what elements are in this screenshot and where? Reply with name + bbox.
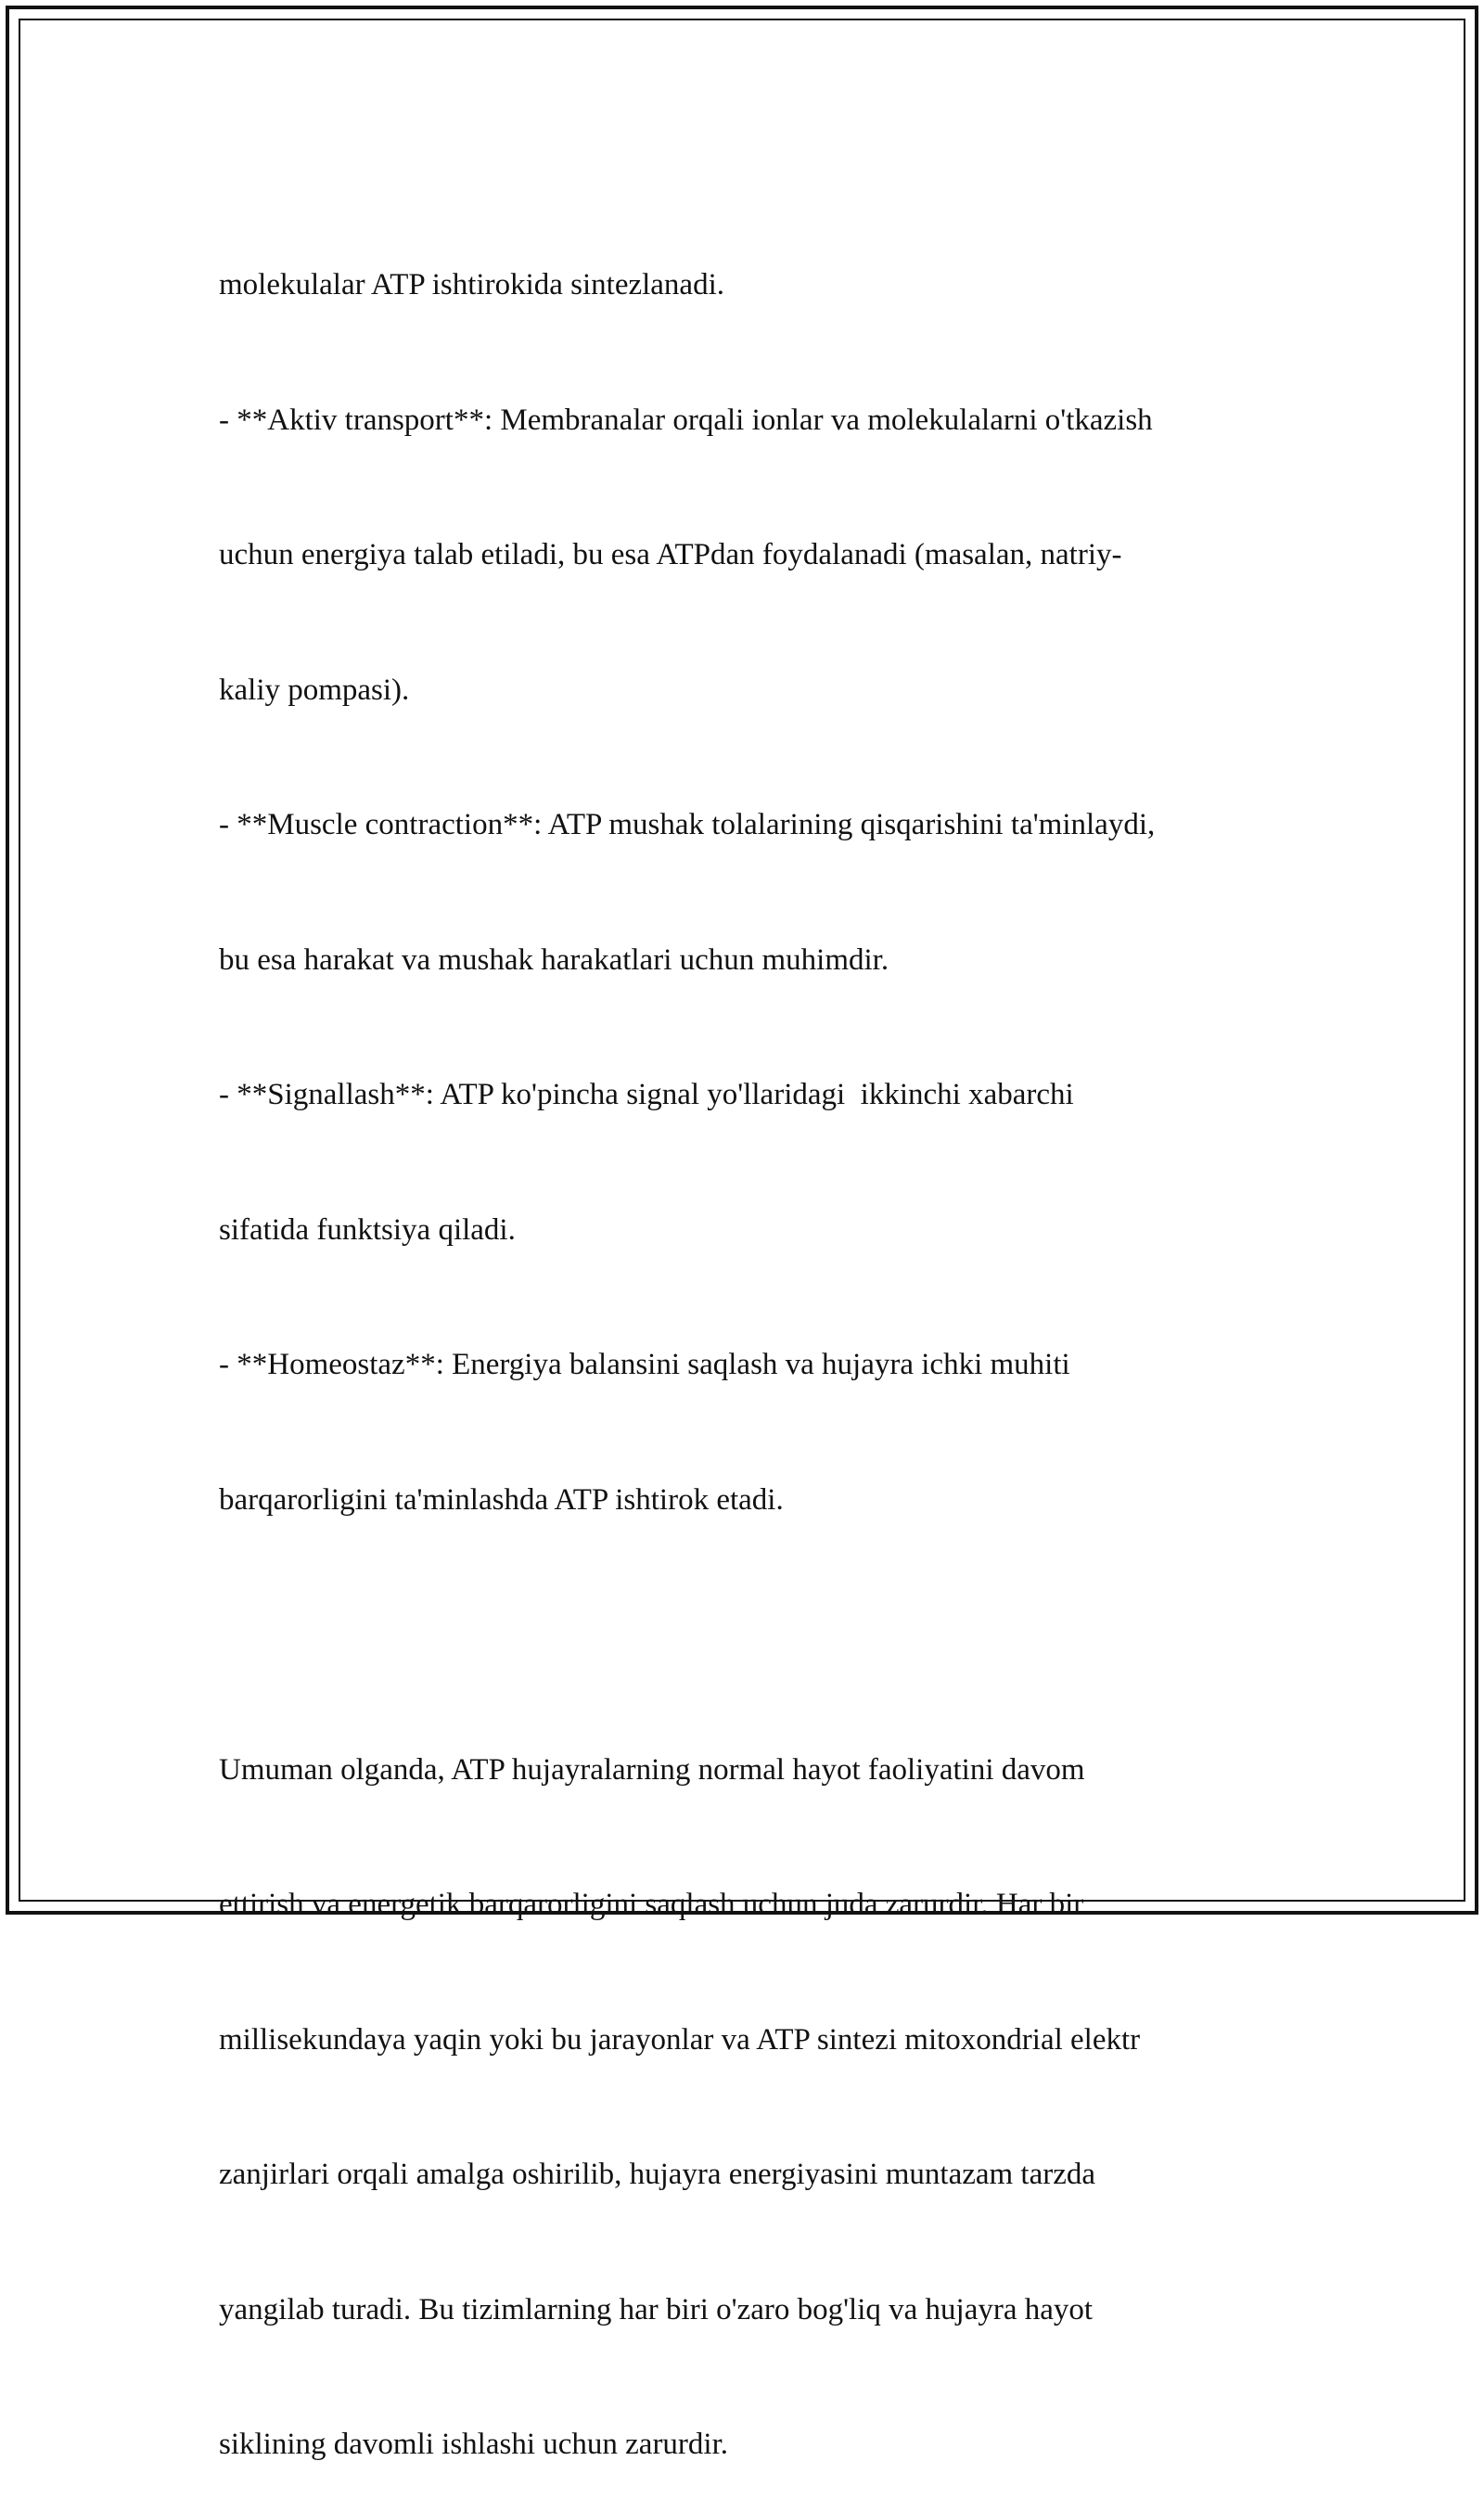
text-line: sifatida funktsiya qiladi.: [219, 1212, 516, 1247]
text-line: millisekundaya yaqin yoki bu jarayonlar va ATP sintezi mitoxondrial elektr: [219, 2022, 1141, 2057]
text-line: molekulalar ATP ishtirokida sintezlanadi.: [219, 268, 724, 301]
text-line: Umuman olganda, ATP hujayralarning normal hayot faoliyatini davom: [219, 1752, 1085, 1787]
text-line: uchun energiya talab etiladi, bu esa ATPdan foydalanadi (masalan, natriy-: [219, 538, 1122, 571]
text-line: kaliy pompasi).: [219, 673, 410, 707]
text-line: - **Signallash**: ATP ko'pincha signal yo'llaridagi ikkinchi xabarchi: [219, 1078, 1074, 1111]
text-line: siklining davomli ishlashi uchun zarurdir.: [219, 2428, 729, 2461]
text-line: barqarorligini ta'minlashda ATP ishtirok etadi.: [219, 1482, 784, 1517]
text-line: yangilab turadi. Bu tizimlarning har biri o'zaro bog'liq va hujayra hayot: [219, 2292, 1094, 2326]
text-line: ettirish va energetik barqarorligini saqlash uchun juda zarurdir. Har bir: [219, 1888, 1084, 1921]
text-line: - **Muscle contraction**: ATP mushak tolalarining qisqarishini ta'minlaydi,: [219, 808, 1156, 841]
document-body: [219, 173, 1276, 2512]
text-line: - **Homeostaz**: Energiya balansini saqlash va hujayra ichki muhiti: [219, 1348, 1070, 1381]
text-line: - **Aktiv transport**: Membranalar orqali ionlar va molekulalarni o'tkazish: [219, 403, 1153, 437]
text-line: bu esa harakat va mushak harakatlari uchun muhimdir.: [219, 942, 889, 977]
text-line: zanjirlari orqali amalga oshirilib, hujayra energiyasini muntazam tarzda: [219, 2158, 1096, 2191]
blank-line: [219, 1612, 1276, 1658]
